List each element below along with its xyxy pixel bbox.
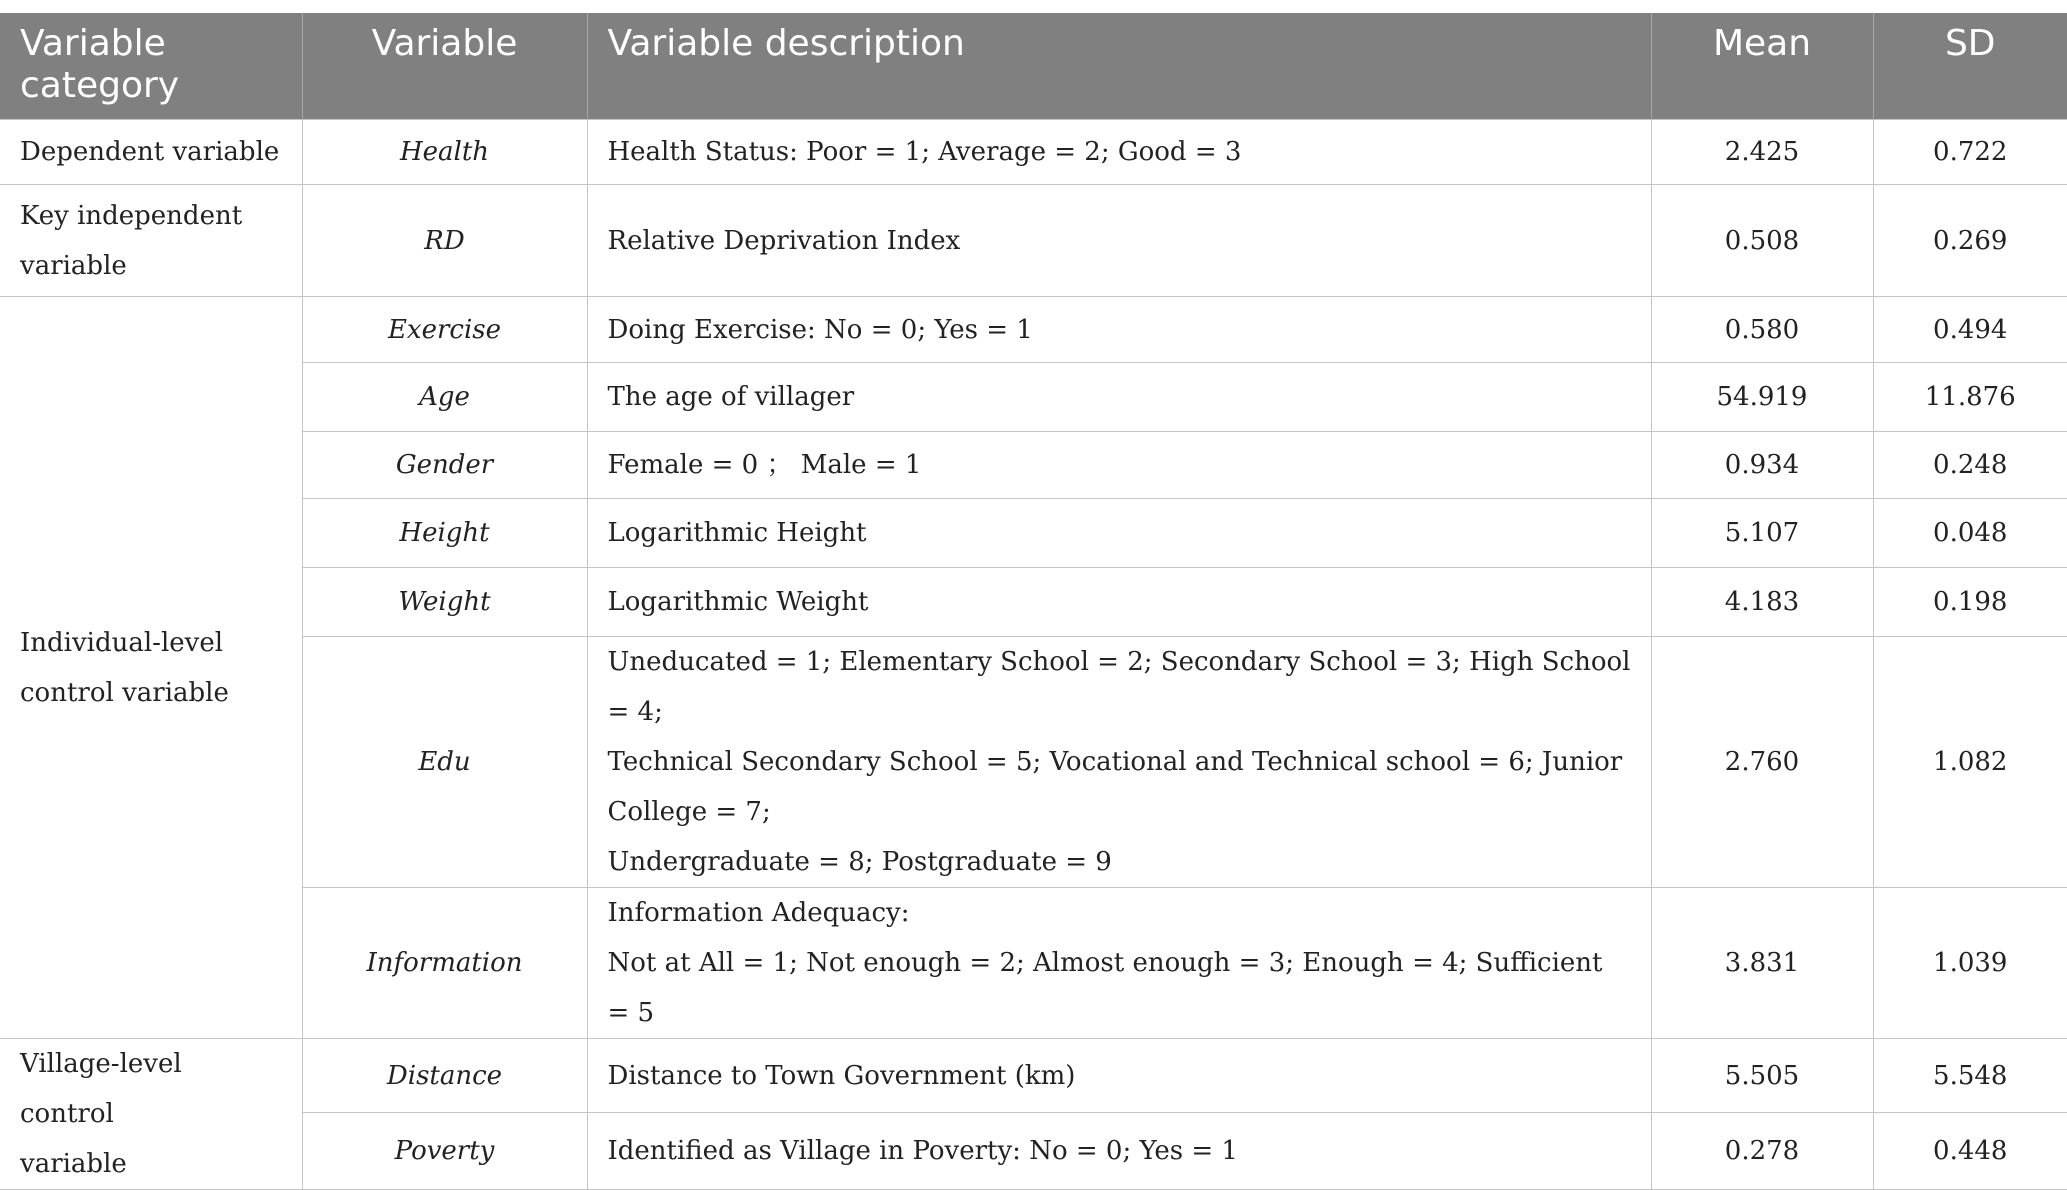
description-line: Logarithmic Weight	[607, 587, 869, 617]
cell-sd: 0.269	[1873, 185, 2067, 297]
description-line: Undergraduate = 8; Postgraduate = 9	[607, 847, 1112, 877]
header-variable-description: Variable description	[587, 13, 1651, 120]
cell-variable-category	[0, 185, 302, 297]
category-line: Key independent	[20, 200, 243, 231]
header-category-line-1: Variable	[20, 23, 166, 64]
description-line: Technical Secondary School = 5; Vocational and Technical school = 6; Junior College = 7;	[607, 747, 1623, 827]
table-row	[0, 363, 2067, 432]
header-row	[0, 13, 2067, 120]
cell-variable-description	[587, 499, 1651, 568]
cell-sd: 0.048	[1873, 499, 2067, 568]
header-variable: Variable	[302, 13, 587, 120]
cell-sd: 0.494	[1873, 297, 2067, 363]
cell-sd: 0.448	[1873, 1113, 2067, 1190]
cell-mean: 5.107	[1651, 499, 1873, 568]
cell-sd: 0.248	[1873, 432, 2067, 499]
variable-summary-table	[0, 13, 2067, 1190]
description-line: Identified as Village in Poverty: No = 0; Yes = 1	[607, 1136, 1238, 1167]
description-line: Doing Exercise: No = 0; Yes = 1	[607, 314, 1033, 345]
cell-variable: Exercise	[302, 297, 587, 363]
cell-mean: 5.505	[1651, 1039, 1873, 1113]
cell-variable-description	[587, 185, 1651, 297]
description-line: Relative Deprivation Index	[607, 225, 961, 256]
cell-sd: 0.722	[1873, 120, 2067, 185]
table-row	[0, 499, 2067, 568]
cell-variable-description	[587, 1113, 1651, 1190]
cell-mean: 3.831	[1651, 888, 1873, 1039]
category-line: Individual-level	[20, 627, 224, 658]
description-line: Female = 0 ； Male = 1	[607, 450, 922, 480]
cell-sd: 5.548	[1873, 1039, 2067, 1113]
cell-variable-description	[587, 363, 1651, 432]
cell-variable: Information	[302, 888, 587, 1039]
description-line: Distance to Town Government (km)	[607, 1060, 1076, 1091]
cell-sd: 1.039	[1873, 888, 2067, 1039]
table-row	[0, 120, 2067, 185]
table-row	[0, 1039, 2067, 1113]
cell-sd: 11.876	[1873, 363, 2067, 432]
table-row	[0, 297, 2067, 363]
table-row	[0, 432, 2067, 499]
cell-variable: Health	[302, 120, 587, 185]
cell-mean: 2.760	[1651, 637, 1873, 888]
header-category-line-2: category	[20, 65, 180, 106]
cell-variable: Edu	[302, 637, 587, 888]
cell-variable: RD	[302, 185, 587, 297]
cell-mean: 0.508	[1651, 185, 1873, 297]
cell-variable-description	[587, 297, 1651, 363]
description-line: Logarithmic Height	[607, 518, 867, 548]
table-row	[0, 637, 2067, 888]
cell-sd: 0.198	[1873, 568, 2067, 637]
category-line: variable	[20, 250, 127, 281]
category-line: Dependent variable	[20, 137, 280, 167]
cell-variable-description	[587, 120, 1651, 185]
header-variable-category	[0, 13, 302, 120]
table-row	[0, 888, 2067, 1039]
cell-variable: Gender	[302, 432, 587, 499]
cell-variable-description	[587, 1039, 1651, 1113]
table-container	[0, 13, 2067, 1190]
cell-variable: Weight	[302, 568, 587, 637]
cell-mean: 54.919	[1651, 363, 1873, 432]
table-row	[0, 185, 2067, 297]
description-line: Information Adequacy:	[607, 898, 910, 928]
cell-variable-category	[0, 120, 302, 185]
cell-variable: Age	[302, 363, 587, 432]
cell-mean: 2.425	[1651, 120, 1873, 185]
cell-variable-category	[0, 297, 302, 1039]
description-line: Uneducated = 1; Elementary School = 2; Secondary School = 3; High School = 4;	[607, 647, 1631, 727]
header-mean: Mean	[1651, 13, 1873, 120]
cell-variable: Height	[302, 499, 587, 568]
description-line: Health Status: Poor = 1; Average = 2; Good = 3	[607, 137, 1242, 167]
header-sd: SD	[1873, 13, 2067, 120]
cell-variable: Distance	[302, 1039, 587, 1113]
cell-sd: 1.082	[1873, 637, 2067, 888]
cell-mean: 0.580	[1651, 297, 1873, 363]
cell-variable-description	[587, 637, 1651, 888]
table-row	[0, 568, 2067, 637]
description-line: Not at All = 1; Not enough = 2; Almost enough = 3; Enough = 4; Sufficient = 5	[607, 948, 1603, 1028]
table-header	[0, 13, 2067, 120]
cell-mean: 4.183	[1651, 568, 1873, 637]
table-body	[0, 120, 2067, 1190]
category-line: variable	[20, 1149, 127, 1179]
cell-variable-category	[0, 1039, 302, 1190]
cell-variable-description	[587, 888, 1651, 1039]
category-line: Village-level control	[20, 1049, 182, 1129]
cell-variable: Poverty	[302, 1113, 587, 1190]
description-line: The age of villager	[607, 382, 855, 412]
category-line: control variable	[20, 677, 229, 708]
table-row	[0, 1113, 2067, 1190]
cell-variable-description	[587, 568, 1651, 637]
cell-variable-description	[587, 432, 1651, 499]
cell-mean: 0.934	[1651, 432, 1873, 499]
cell-mean: 0.278	[1651, 1113, 1873, 1190]
